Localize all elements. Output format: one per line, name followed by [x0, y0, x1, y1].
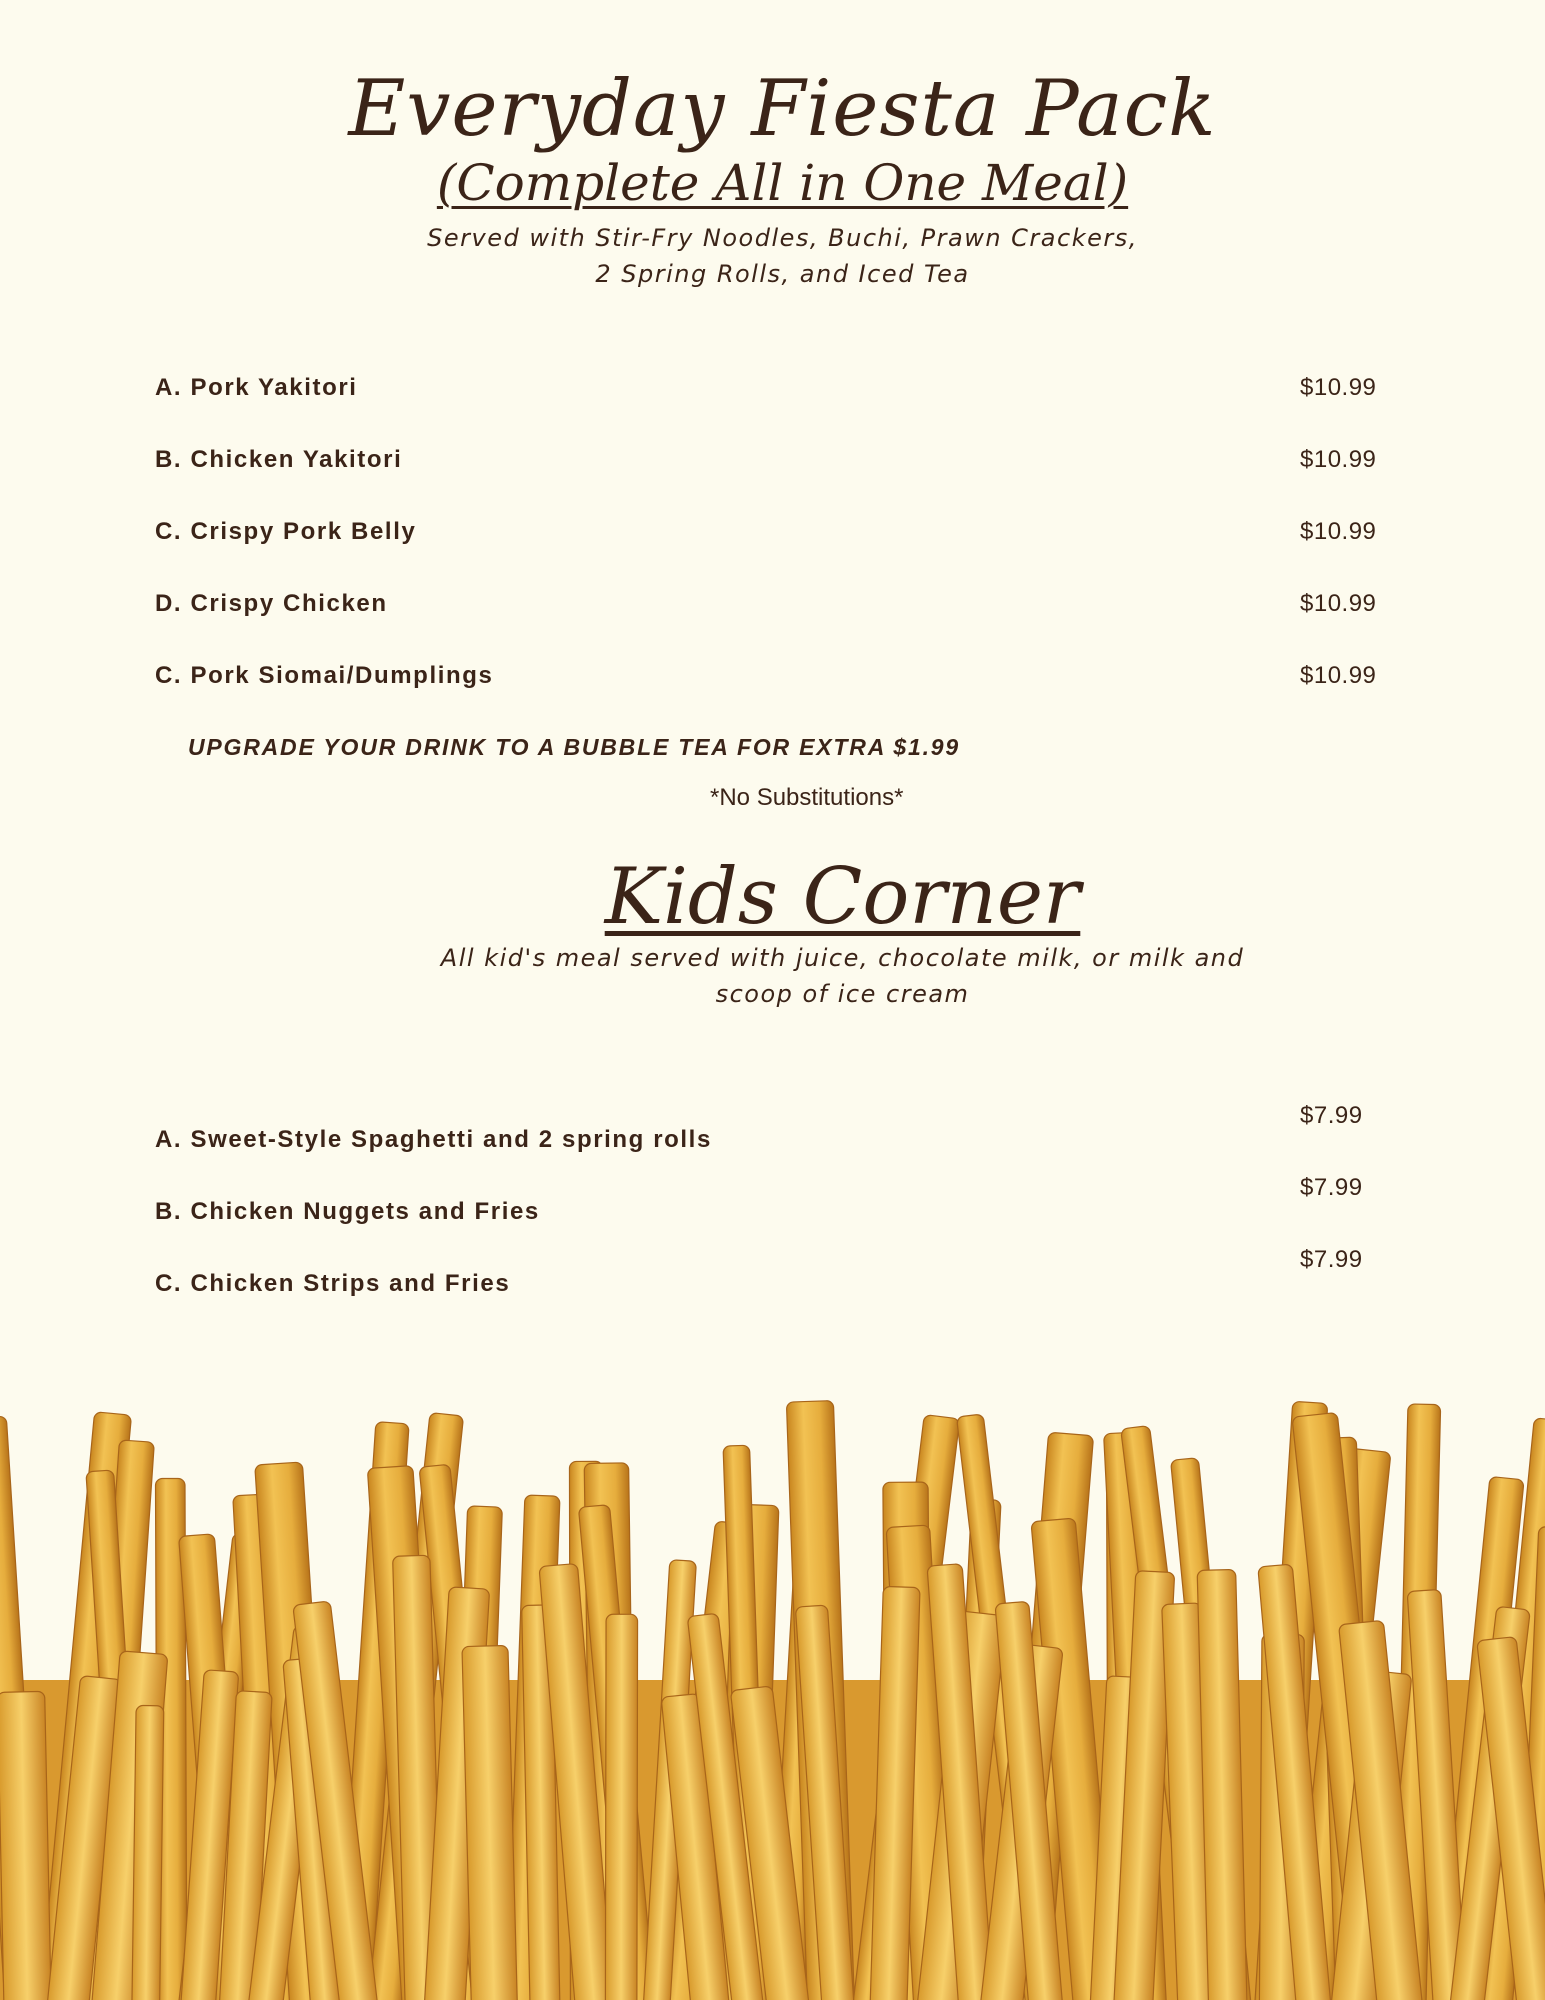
- fiesta-item-price: $10.99: [1300, 662, 1377, 689]
- kids-item-name: B. Chicken Nuggets and Fries: [155, 1198, 540, 1225]
- fiesta-item-price: $10.99: [1300, 518, 1377, 545]
- fiesta-subtitle: (Complete All in One Meal): [436, 154, 1129, 212]
- fiesta-item-price: $10.99: [1300, 590, 1377, 617]
- french-fries-image: [0, 1380, 1545, 2000]
- fry-stick: [131, 1705, 164, 2000]
- kids-item-price: $7.99: [1300, 1174, 1363, 1201]
- kids-description-line-2: scoop of ice cream: [715, 980, 970, 1008]
- kids-item-name: C. Chicken Strips and Fries: [155, 1270, 511, 1297]
- fiesta-item-name: C. Crispy Pork Belly: [155, 518, 417, 545]
- fiesta-description-line-2: 2 Spring Rolls, and Iced Tea: [595, 260, 970, 288]
- fiesta-item-name: D. Crispy Chicken: [155, 590, 388, 617]
- kids-item-price: $7.99: [1300, 1102, 1363, 1129]
- drink-upgrade-note: UPGRADE YOUR DRINK TO A BUBBLE TEA FOR EXTRA $1.99: [188, 734, 960, 760]
- kids-description-line-1: All kid's meal served with juice, chocolate milk, or milk and: [440, 944, 1245, 972]
- kids-item-name: A. Sweet-Style Spaghetti and 2 spring rolls: [155, 1126, 712, 1153]
- fiesta-item-price: $10.99: [1300, 446, 1377, 473]
- fiesta-item-name: C. Pork Siomai/Dumplings: [155, 662, 494, 689]
- kids-description: [0, 940, 1545, 1012]
- no-substitutions-note: *No Substitutions*: [710, 784, 904, 811]
- fiesta-title: Everyday Fiesta Pack: [348, 64, 1217, 154]
- fiesta-item-name: B. Chicken Yakitori: [155, 446, 403, 473]
- fiesta-description: [0, 220, 1545, 292]
- kids-item-price: $7.99: [1300, 1246, 1363, 1273]
- fiesta-item-price: $10.99: [1300, 374, 1377, 401]
- fiesta-item-name: A. Pork Yakitori: [155, 374, 358, 401]
- fry-stick: [0, 1691, 53, 2000]
- fiesta-description-line-1: Served with Stir-Fry Noodles, Buchi, Prawn Crackers,: [427, 224, 1138, 252]
- kids-title: Kids Corner: [604, 852, 1081, 942]
- fry-stick: [605, 1614, 637, 2000]
